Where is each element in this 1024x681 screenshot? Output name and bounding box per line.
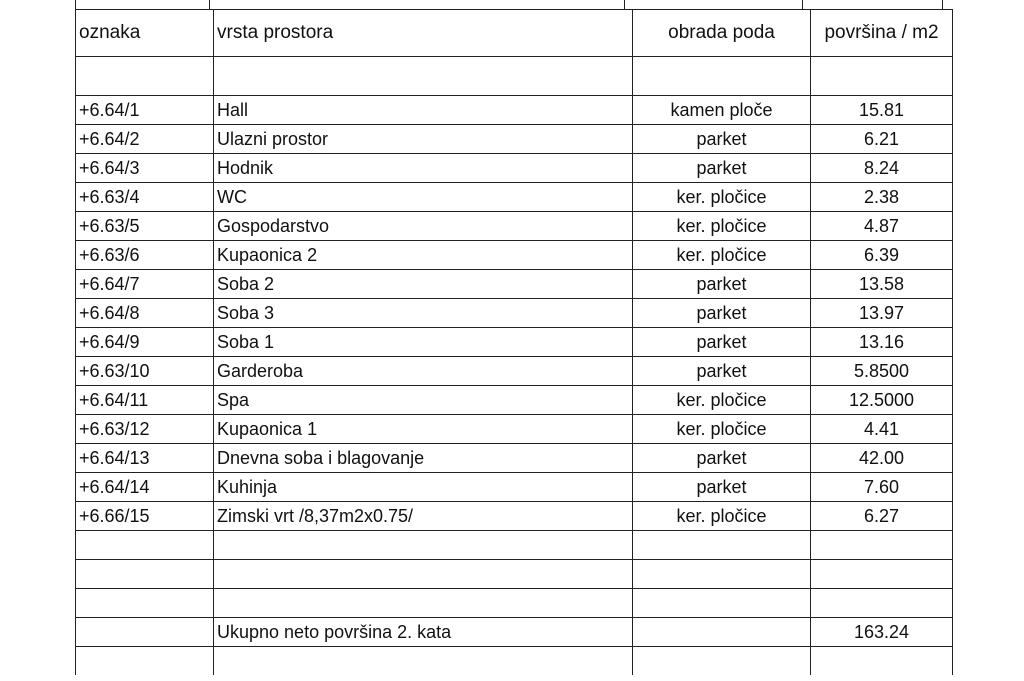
cell-vrsta-prostora: Hodnik [214,154,633,183]
cell-oznaka: +6.64/2 [76,125,214,154]
cell-oznaka: +6.64/13 [76,444,214,473]
blank-row [76,531,953,560]
header-vrsta-prostora: vrsta prostora [214,10,633,57]
cell-vrsta-prostora: Soba 3 [214,299,633,328]
header-obrada-poda: obrada poda [633,10,811,57]
cell-vrsta-prostora: Garderoba [214,357,633,386]
table-body [76,96,953,531]
cell-oznaka: +6.64/3 [76,154,214,183]
cell-povrsina: 4.87 [811,212,953,241]
cell-vrsta-prostora: Zimski vrt /8,37m2x0.75/ [214,502,633,531]
table-row [76,154,953,183]
tail-row [76,647,953,676]
table-row [76,502,953,531]
cell-oznaka: +6.64/14 [76,473,214,502]
cell-oznaka: +6.64/8 [76,299,214,328]
cell-povrsina: 7.60 [811,473,953,502]
cell-oznaka: +6.66/15 [76,502,214,531]
cell-oznaka: +6.63/4 [76,183,214,212]
table-top-edge [75,0,943,9]
cell-obrada-poda: parket [633,270,811,299]
table-row [76,125,953,154]
blank-row [76,589,953,618]
cell-oznaka: +6.64/1 [76,96,214,125]
table-row [76,415,953,444]
cell-vrsta-prostora: Kupaonica 1 [214,415,633,444]
cell-obrada-poda: parket [633,299,811,328]
cell-oznaka: +6.63/10 [76,357,214,386]
table-row [76,386,953,415]
cell-obrada-poda: parket [633,154,811,183]
cell-povrsina: 4.41 [811,415,953,444]
cell-povrsina: 5.8500 [811,357,953,386]
cell-obrada-poda: ker. pločice [633,183,811,212]
cell-vrsta-prostora: Kupaonica 2 [214,241,633,270]
spacer-row [76,57,953,96]
cell-povrsina: 2.38 [811,183,953,212]
cell-povrsina: 6.39 [811,241,953,270]
cell-vrsta-prostora: Kuhinja [214,473,633,502]
total-row [76,618,953,647]
cell-vrsta-prostora: Soba 1 [214,328,633,357]
cell-obrada-poda: parket [633,473,811,502]
cell-oznaka: +6.64/9 [76,328,214,357]
cell-vrsta-prostora: Gospodarstvo [214,212,633,241]
cell-povrsina: 6.27 [811,502,953,531]
cell-vrsta-prostora: Dnevna soba i blagovanje [214,444,633,473]
cell-oznaka: +6.63/6 [76,241,214,270]
cell-obrada-poda: parket [633,125,811,154]
cell-vrsta-prostora: Spa [214,386,633,415]
cell-obrada-poda: ker. pločice [633,386,811,415]
cell-obrada-poda: ker. pločice [633,212,811,241]
cell-oznaka: +6.64/11 [76,386,214,415]
cell-obrada-poda: parket [633,328,811,357]
cell-oznaka: +6.64/7 [76,270,214,299]
cell-obrada-poda: kamen ploče [633,96,811,125]
cell-vrsta-prostora: Soba 2 [214,270,633,299]
cell-oznaka: +6.63/12 [76,415,214,444]
room-area-table [75,9,953,675]
cell-obrada-poda: ker. pločice [633,241,811,270]
header-oznaka: oznaka [76,10,214,57]
header-povrsina: površina / m2 [811,10,953,57]
cell-povrsina: 42.00 [811,444,953,473]
cell-povrsina: 13.58 [811,270,953,299]
cell-obrada-poda: parket [633,444,811,473]
table-row [76,270,953,299]
cell-vrsta-prostora: Ulazni prostor [214,125,633,154]
cell-povrsina: 13.16 [811,328,953,357]
cell-povrsina: 15.81 [811,96,953,125]
table-row [76,473,953,502]
cell-povrsina: 8.24 [811,154,953,183]
cell-povrsina: 6.21 [811,125,953,154]
total-label: Ukupno neto površina 2. kata [214,618,633,647]
cell-obrada-poda: parket [633,357,811,386]
cell-obrada-poda: ker. pločice [633,502,811,531]
table-row [76,241,953,270]
table-row [76,357,953,386]
cell-povrsina: 13.97 [811,299,953,328]
cell-povrsina: 12.5000 [811,386,953,415]
table-row [76,444,953,473]
table-row [76,96,953,125]
blank-row [76,560,953,589]
cell-obrada-poda: ker. pločice [633,415,811,444]
table-header-row [76,10,953,57]
cell-oznaka: +6.63/5 [76,212,214,241]
cell-vrsta-prostora: WC [214,183,633,212]
table-row [76,299,953,328]
table-row [76,328,953,357]
cell-vrsta-prostora: Hall [214,96,633,125]
table-row [76,212,953,241]
table-row [76,183,953,212]
total-value: 163.24 [811,618,953,647]
